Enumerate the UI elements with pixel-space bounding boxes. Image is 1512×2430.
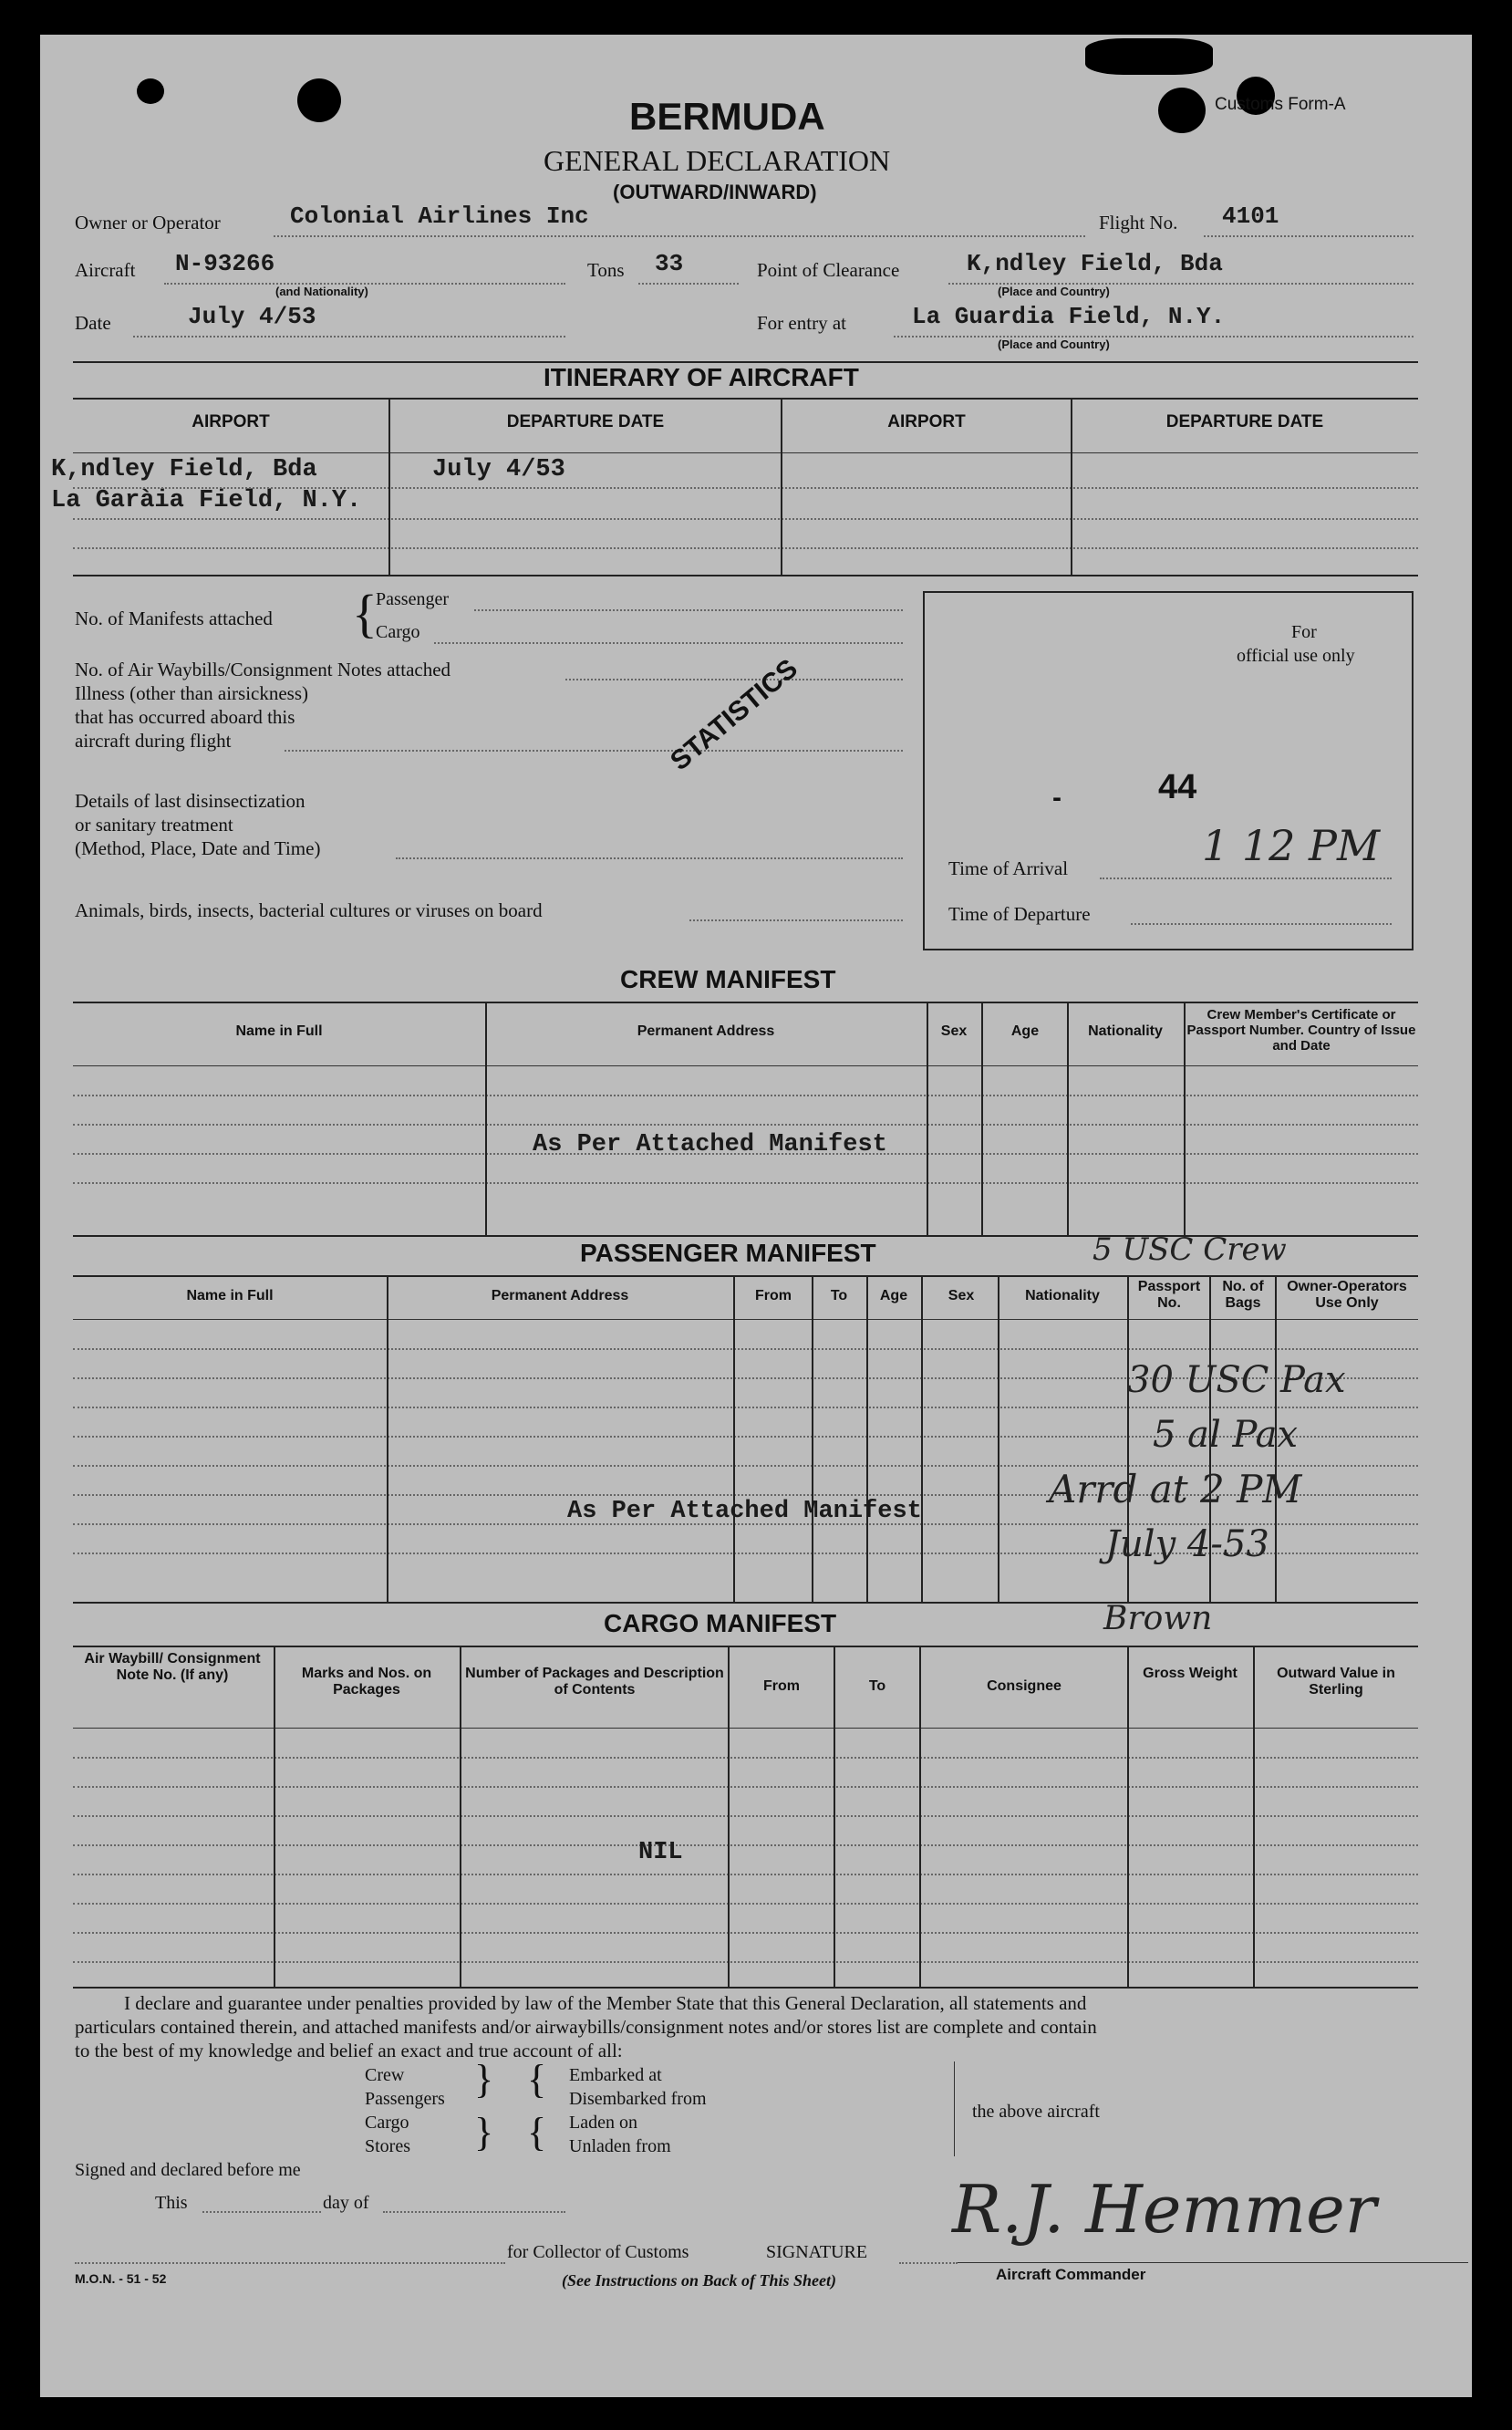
illness-label-3: aircraft during flight xyxy=(75,730,232,752)
clearance-value: K,ndley Field, Bda xyxy=(967,250,1223,277)
punch-hole xyxy=(1085,38,1213,75)
passenger-col-age: Age xyxy=(879,1288,908,1303)
date-line xyxy=(133,336,565,338)
punch-hole xyxy=(137,78,164,104)
tons-value: 33 xyxy=(655,250,684,277)
signature-underline xyxy=(958,2262,1468,2263)
crew-col-age: Age xyxy=(1010,1023,1040,1039)
entry-label: For entry at xyxy=(757,312,846,334)
signed-before-label: Signed and declared before me xyxy=(75,2160,301,2180)
cargo-col-value: Outward Value in Sterling xyxy=(1277,1666,1395,1698)
passenger-hand-5: Brown xyxy=(1103,1600,1213,1637)
instructions-note: (See Instructions on Back of This Sheet) xyxy=(562,2271,837,2290)
itinerary-row-line xyxy=(73,518,1418,520)
passenger-col-nationality: Nationality xyxy=(1025,1288,1100,1303)
crew-divider xyxy=(927,1003,928,1235)
passenger-divider xyxy=(998,1277,999,1602)
crew-title: CREW MANIFEST xyxy=(620,965,836,993)
commander-signature: R.J. Hemmer xyxy=(952,2171,1377,2248)
cargo-line xyxy=(434,642,903,644)
itinerary-col-date-1: DEPARTURE DATE xyxy=(506,412,665,431)
cargo-col-to: To xyxy=(868,1678,886,1694)
crew-col-address: Permanent Address xyxy=(637,1023,775,1039)
passenger-title: PASSENGER MANIFEST xyxy=(580,1239,876,1267)
form-code: Customs Form-A xyxy=(1215,95,1346,114)
this-label: This xyxy=(155,2193,188,2213)
passenger-col-name: Name in Full xyxy=(186,1288,274,1303)
cargo-note: NIL xyxy=(638,1839,683,1866)
decl-aircraft-phrase: the above aircraft xyxy=(972,2102,1100,2122)
arrival-label: Time of Arrival xyxy=(948,857,1069,879)
itinerary-header-rule xyxy=(73,452,1418,453)
itinerary-bottom-rule xyxy=(73,575,1418,576)
passenger-col-sex: Sex xyxy=(948,1288,975,1303)
place-country-note: (Place and Country) xyxy=(998,285,1110,298)
passenger-row-line xyxy=(73,1407,1418,1408)
decl-brace-4: { xyxy=(527,2110,547,2155)
manifest-cargo: Cargo xyxy=(376,622,420,642)
cargo-divider xyxy=(460,1647,461,1987)
passenger-row-line xyxy=(73,1348,1418,1350)
decl-cargo: Cargo xyxy=(365,2113,409,2133)
passenger-divider xyxy=(866,1277,868,1602)
crew-row-line xyxy=(73,1182,1418,1184)
itinerary-divider xyxy=(388,400,390,575)
manifest-passenger: Passenger xyxy=(376,589,449,609)
arrival-line xyxy=(1100,878,1392,879)
commander-label: Aircraft Commander xyxy=(996,2266,1146,2283)
date-label: Date xyxy=(75,312,111,334)
passenger-hand-3: Arrd at 2 PM xyxy=(1049,1467,1302,1511)
declaration-text-1: I declare and guarantee under penalties provided by law of the Member State that this General Declaration, all statements and xyxy=(124,1992,1087,2014)
passenger-hand-2: 5 al Pax xyxy=(1153,1414,1299,1456)
crew-divider xyxy=(485,1003,487,1235)
crew-divider xyxy=(1067,1003,1069,1235)
illness-label-2: that has occurred aboard this xyxy=(75,706,295,728)
disinfection-label-3: (Method, Place, Date and Time) xyxy=(75,837,321,859)
passenger-divider xyxy=(921,1277,923,1602)
itinerary-divider xyxy=(781,400,782,575)
departure-label: Time of Departure xyxy=(948,903,1091,925)
flight-label: Flight No. xyxy=(1099,212,1178,234)
date-value: July 4/53 xyxy=(188,303,316,330)
manifests-label: No. of Manifests attached xyxy=(75,608,273,629)
decl-passengers: Passengers xyxy=(365,2089,445,2109)
decl-embarked: Embarked at xyxy=(569,2065,662,2085)
entry-line xyxy=(894,336,1414,338)
nationality-note: (and Nationality) xyxy=(275,285,368,298)
passenger-header-rule xyxy=(73,1319,1418,1320)
passenger-divider xyxy=(812,1277,813,1602)
cargo-col-packages: Number of Packages and Description of Contents xyxy=(465,1666,724,1698)
passenger-hand-1: 30 USC Pax xyxy=(1127,1359,1346,1401)
cargo-divider xyxy=(1253,1647,1255,1987)
crew-row-line xyxy=(73,1095,1418,1096)
itinerary-airport-1: K,ndley Field, Bda xyxy=(51,456,317,483)
cargo-divider xyxy=(919,1647,921,1987)
disinfection-line xyxy=(396,857,903,859)
passenger-col-owner: Owner-Operators Use Only xyxy=(1287,1279,1407,1311)
crew-note: As Per Attached Manifest xyxy=(533,1131,887,1158)
cargo-divider xyxy=(274,1647,275,1987)
owner-value: Colonial Airlines Inc xyxy=(290,202,589,230)
itinerary-rule xyxy=(73,398,1418,400)
passenger-hand-4: July 4-53 xyxy=(1105,1523,1269,1565)
owner-label: Owner or Operator xyxy=(75,212,221,234)
itinerary-row-line xyxy=(73,487,1418,489)
crew-divider xyxy=(1184,1003,1186,1235)
passenger-line xyxy=(474,609,903,611)
decl-unladen: Unladen from xyxy=(569,2136,671,2156)
passenger-bottom-rule xyxy=(73,1602,1418,1604)
passenger-col-from: From xyxy=(755,1288,792,1303)
decl-brace-2: } xyxy=(474,2110,494,2155)
crew-top-rule xyxy=(73,1002,1418,1003)
place-country-note-2: (Place and Country) xyxy=(998,338,1110,351)
manifest-brace: { xyxy=(352,584,378,643)
signature-line xyxy=(899,2262,958,2264)
decl-disembarked: Disembarked from xyxy=(569,2089,707,2109)
crew-col-sex: Sex xyxy=(940,1023,968,1039)
crew-col-name: Name in Full xyxy=(235,1023,323,1039)
passenger-hand-note: 5 USC Crew xyxy=(1093,1231,1287,1268)
declaration-text-3: to the best of my knowledge and belief an exact and true account of all: xyxy=(75,2040,623,2061)
itinerary-col-date-2: DEPARTURE DATE xyxy=(1165,412,1324,431)
decl-right-brace xyxy=(954,2061,955,2156)
passenger-divider xyxy=(733,1277,735,1602)
cargo-divider xyxy=(1127,1647,1129,1987)
aircraft-label: Aircraft xyxy=(75,259,136,281)
flight-value: 4101 xyxy=(1222,202,1279,230)
cargo-title: CARGO MANIFEST xyxy=(604,1609,837,1637)
decl-brace-3: { xyxy=(527,2057,547,2102)
decl-laden: Laden on xyxy=(569,2113,637,2133)
crew-row-line xyxy=(73,1124,1418,1126)
passenger-note: As Per Attached Manifest xyxy=(567,1498,922,1525)
arrival-value: 1 12 PM xyxy=(1202,821,1381,870)
form-title: GENERAL DECLARATION xyxy=(544,144,891,177)
owner-line xyxy=(274,235,1085,237)
country-title: BERMUDA xyxy=(629,95,825,138)
passenger-divider xyxy=(387,1277,388,1602)
cargo-divider xyxy=(834,1647,835,1987)
cargo-col-waybill: Air Waybill/ Consignment Note No. (If any) xyxy=(84,1651,261,1683)
this-line xyxy=(202,2211,321,2213)
itinerary-airport-2: La Garàia Field, N.Y. xyxy=(51,487,362,514)
day-of-line xyxy=(383,2211,565,2213)
collector-label: for Collector of Customs xyxy=(507,2242,689,2262)
airwaybills-line xyxy=(565,679,903,680)
form-number: M.O.N. - 51 - 52 xyxy=(75,2271,167,2286)
itinerary-row-line xyxy=(73,547,1418,549)
disinfection-label-1: Details of last disinsectization xyxy=(75,790,306,812)
entry-value: La Guardia Field, N.Y. xyxy=(912,303,1226,330)
cargo-col-consignee: Consignee xyxy=(987,1678,1062,1694)
itinerary-title: ITINERARY OF AIRCRAFT xyxy=(544,363,859,391)
animals-label: Animals, birds, insects, bacterial cultures or viruses on board xyxy=(75,899,543,921)
cargo-bottom-rule xyxy=(73,1987,1418,1989)
form-subtitle: (OUTWARD/INWARD) xyxy=(613,181,817,203)
passenger-col-bags: No. of Bags xyxy=(1222,1279,1264,1311)
passenger-col-passport: Passport No. xyxy=(1137,1279,1201,1311)
day-of-label: day of xyxy=(323,2193,369,2213)
official-use-label: official use only xyxy=(1237,646,1355,666)
collector-line xyxy=(75,2262,505,2264)
passenger-col-to: To xyxy=(830,1288,848,1303)
animals-line xyxy=(689,919,903,921)
official-for-label: For xyxy=(1291,622,1317,642)
punch-hole xyxy=(297,78,341,122)
departure-line xyxy=(1131,923,1392,925)
signature-label: SIGNATURE xyxy=(766,2242,868,2262)
tons-label: Tons xyxy=(587,259,625,281)
decl-brace-1: } xyxy=(474,2057,494,2102)
cargo-col-weight: Gross Weight xyxy=(1143,1666,1238,1681)
cargo-col-marks: Marks and Nos. on Packages xyxy=(301,1666,432,1698)
aircraft-value: N-93266 xyxy=(175,250,275,277)
illness-label-1: Illness (other than airsickness) xyxy=(75,682,309,704)
statistics-stamp: STATISTICS xyxy=(665,653,803,777)
itinerary-col-airport-2: AIRPORT xyxy=(887,412,966,431)
decl-stores: Stores xyxy=(365,2136,410,2156)
punch-hole xyxy=(1158,88,1206,133)
crew-col-nationality: Nationality xyxy=(1088,1023,1163,1039)
official-number: 44 xyxy=(1158,768,1197,806)
official-dash: - xyxy=(1052,783,1062,813)
flight-line xyxy=(1204,235,1414,237)
crew-col-certificate: Crew Member's Certificate or Passport Number. Country of Issue and Date xyxy=(1186,1007,1416,1054)
itinerary-date-1: July 4/53 xyxy=(432,456,565,483)
crew-divider xyxy=(981,1003,983,1235)
clearance-label: Point of Clearance xyxy=(757,259,900,281)
passenger-top-rule xyxy=(73,1275,1418,1277)
cargo-divider xyxy=(728,1647,730,1987)
cargo-col-from: From xyxy=(763,1678,800,1694)
tons-line xyxy=(638,283,739,285)
passenger-col-address: Permanent Address xyxy=(491,1288,629,1303)
illness-line xyxy=(285,750,903,752)
disinfection-label-2: or sanitary treatment xyxy=(75,814,233,836)
itinerary-divider xyxy=(1071,400,1072,575)
decl-crew: Crew xyxy=(365,2065,405,2085)
itinerary-col-airport-1: AIRPORT xyxy=(192,412,270,431)
crew-header-rule xyxy=(73,1065,1418,1066)
airwaybills-label: No. of Air Waybills/Consignment Notes attached xyxy=(75,659,451,680)
declaration-text-2: particulars contained therein, and attached manifests and/or airwaybills/consignment notes and/or stores list are complete and contain xyxy=(75,2016,1097,2038)
